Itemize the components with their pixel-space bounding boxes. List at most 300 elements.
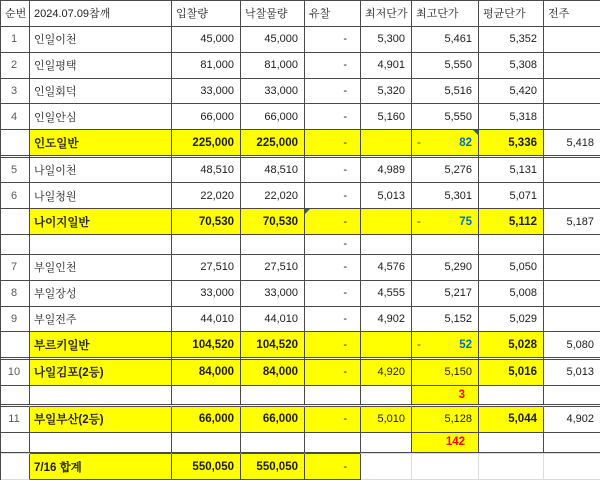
cell-value: 33,000 xyxy=(264,287,298,300)
cell-r20-c0[interactable] xyxy=(1,433,30,453)
cell-r5-c8[interactable] xyxy=(544,130,600,156)
cell-r14-c1[interactable] xyxy=(30,332,172,358)
cell-r7-c5[interactable] xyxy=(361,158,412,184)
cell-r19-c2[interactable] xyxy=(172,407,241,433)
cell-value: 9 xyxy=(10,312,18,325)
cell-r20-c6[interactable] xyxy=(412,433,479,453)
cell-value: - xyxy=(343,136,347,149)
cell-value: 66,000 xyxy=(200,110,234,123)
cell-value: 22,020 xyxy=(200,189,234,202)
sheet-body xyxy=(1,1,600,480)
cell-value: 6 xyxy=(10,189,18,202)
cell-value: - xyxy=(343,413,347,426)
cell-r1-c0[interactable] xyxy=(1,27,30,53)
cell-value: 5,418 xyxy=(566,136,594,149)
cell-value: - xyxy=(343,164,347,176)
header-cell-3[interactable] xyxy=(241,1,305,27)
header-cell-2[interactable] xyxy=(172,1,241,27)
cell-r13-c8[interactable] xyxy=(544,307,600,333)
cell-r4-c0[interactable] xyxy=(1,104,30,130)
cell-value: 5,461 xyxy=(444,33,472,46)
cell-value: 52 xyxy=(459,338,472,351)
cell-r2-c4[interactable] xyxy=(305,53,361,79)
cell-r5-c2[interactable] xyxy=(172,130,241,156)
cell-r3-c2[interactable] xyxy=(172,79,241,105)
cell-r19-c6[interactable] xyxy=(412,407,479,433)
cell-r1-c2[interactable] xyxy=(172,27,241,53)
cell-r17-c1[interactable] xyxy=(30,386,172,406)
cell-value: 5,029 xyxy=(509,312,537,325)
cell-value: 5,016 xyxy=(508,366,537,379)
cell-r12-c0[interactable] xyxy=(1,281,30,307)
cell-r10-c1[interactable] xyxy=(30,235,172,255)
cell-r10-c3[interactable] xyxy=(241,235,305,255)
cell-r17-c8[interactable] xyxy=(544,386,600,406)
cell-value: 5,352 xyxy=(509,33,537,46)
table-row xyxy=(1,79,600,105)
cell-value: 70,530 xyxy=(262,215,298,228)
cell-value: - xyxy=(343,338,347,351)
cell-value: 66,000 xyxy=(198,413,234,426)
cell-r1-c4[interactable] xyxy=(305,27,361,53)
cell-r8-c7[interactable] xyxy=(479,183,544,209)
cell-r14-c3[interactable] xyxy=(241,332,305,358)
cell-r7-c7[interactable] xyxy=(479,158,544,184)
cell-r13-c1[interactable] xyxy=(30,307,172,333)
cell-r16-c6[interactable] xyxy=(412,360,479,386)
table-row xyxy=(1,433,600,453)
cell-value: 225,000 xyxy=(192,136,234,149)
header-row xyxy=(1,1,600,27)
cell-r2-c3[interactable] xyxy=(241,53,305,79)
cell-value: 부르키일반 xyxy=(34,339,90,352)
cell-r10-c5[interactable] xyxy=(361,235,412,255)
cell-r16-c4[interactable] xyxy=(305,360,361,386)
cell-r20-c3[interactable] xyxy=(241,433,305,453)
cell-r5-c0[interactable] xyxy=(1,130,30,156)
cell-r11-c1[interactable] xyxy=(30,255,172,281)
cell-r8-c1[interactable] xyxy=(30,183,172,209)
cell-r7-c2[interactable] xyxy=(172,158,241,184)
cell-r13-c7[interactable] xyxy=(479,307,544,333)
header-cell-5[interactable] xyxy=(361,1,412,27)
cell-r22-c7[interactable] xyxy=(479,454,544,480)
cell-r10-c8[interactable] xyxy=(544,235,600,255)
cell-r3-c3[interactable] xyxy=(241,79,305,105)
cell-value: 1 xyxy=(10,33,18,46)
table-row xyxy=(1,104,600,130)
cell-r9-c1[interactable] xyxy=(30,209,172,235)
cell-r8-c8[interactable] xyxy=(544,183,600,209)
cell-value: 5,290 xyxy=(444,261,472,274)
cell-value: - xyxy=(343,366,347,379)
cell-r14-c0[interactable] xyxy=(1,332,30,358)
cell-r10-c2[interactable] xyxy=(172,235,241,255)
cell-r11-c5[interactable] xyxy=(361,255,412,281)
cell-value: - xyxy=(343,59,347,72)
cell-r14-c4[interactable] xyxy=(305,332,361,358)
cell-r1-c5[interactable] xyxy=(361,27,412,53)
cell-value: 5,152 xyxy=(444,312,472,325)
cell-value: 84,000 xyxy=(198,366,234,379)
cell-value: 부일장성 xyxy=(34,288,77,301)
cell-r4-c8[interactable] xyxy=(544,104,600,130)
cell-r10-c7[interactable] xyxy=(479,235,544,255)
table-row xyxy=(1,183,600,209)
table-row xyxy=(1,332,600,358)
cell-value: 550,050 xyxy=(192,460,234,473)
cell-value: 인일이천 xyxy=(34,34,77,47)
cell-r2-c7[interactable] xyxy=(479,53,544,79)
header-label: 최저단가 xyxy=(365,8,408,21)
cell-r2-c6[interactable] xyxy=(412,53,479,79)
cell-r9-c8[interactable] xyxy=(544,209,600,235)
cell-value: 5,080 xyxy=(566,338,594,351)
cell-r4-c5[interactable] xyxy=(361,104,412,130)
cell-r22-c8[interactable] xyxy=(544,454,600,480)
cell-value: 5,516 xyxy=(444,84,472,97)
cell-r12-c2[interactable] xyxy=(172,281,241,307)
cell-r22-c0[interactable] xyxy=(1,454,30,480)
cell-r7-c3[interactable] xyxy=(241,158,305,184)
cell-value: 44,010 xyxy=(200,312,234,325)
cell-r11-c2[interactable] xyxy=(172,255,241,281)
cell-value: 142 xyxy=(445,436,465,449)
cell-r13-c6[interactable] xyxy=(412,307,479,333)
cell-value: 5,300 xyxy=(377,33,405,46)
cell-r1-c1[interactable] xyxy=(30,27,172,53)
cell-r17-c0[interactable] xyxy=(1,386,30,406)
cell-r22-c3[interactable] xyxy=(241,454,305,480)
cell-value: 3 xyxy=(458,388,465,401)
cell-value: 45,000 xyxy=(200,33,234,46)
cell-r16-c5[interactable] xyxy=(361,360,412,386)
cell-r9-c7[interactable] xyxy=(479,209,544,235)
cell-value: 부일부산(2등) xyxy=(34,414,104,427)
cell-r5-c3[interactable] xyxy=(241,130,305,156)
cell-r22-c6[interactable] xyxy=(412,454,479,480)
cell-r4-c2[interactable] xyxy=(172,104,241,130)
cell-value: 104,520 xyxy=(192,338,234,351)
header-cell-1[interactable] xyxy=(30,1,172,27)
cell-value: 5,301 xyxy=(444,189,472,202)
cell-r11-c0[interactable] xyxy=(1,255,30,281)
cell-r9-c0[interactable] xyxy=(1,209,30,235)
cell-value: 4,989 xyxy=(377,164,405,176)
cell-value: 2 xyxy=(10,59,18,72)
cell-r5-c1[interactable] xyxy=(30,130,172,156)
cell-value: 5,187 xyxy=(566,215,594,228)
cell-r20-c2[interactable] xyxy=(172,433,241,453)
cell-r19-c5[interactable] xyxy=(361,407,412,433)
cell-value: 5,320 xyxy=(377,84,405,97)
cell-value: 45,000 xyxy=(264,33,298,46)
cell-value: 5,050 xyxy=(509,261,537,274)
cell-value: 27,510 xyxy=(200,261,234,274)
cell-value: 부일전주 xyxy=(34,313,77,326)
cell-value: 33,000 xyxy=(200,84,234,97)
cell-r5-c4[interactable] xyxy=(305,130,361,156)
header-cell-8[interactable] xyxy=(544,1,600,27)
table-row xyxy=(1,158,600,184)
cell-value: 66,000 xyxy=(262,413,298,426)
header-label: 순번 xyxy=(5,8,27,21)
cell-value: 225,000 xyxy=(256,136,298,149)
cell-r7-c1[interactable] xyxy=(30,158,172,184)
cell-r22-c5[interactable] xyxy=(361,454,412,480)
cell-r7-c6[interactable] xyxy=(412,158,479,184)
cell-value: 인일회덕 xyxy=(34,85,77,98)
cell-r20-c5[interactable] xyxy=(361,433,412,453)
cell-value: 48,510 xyxy=(200,164,234,176)
cell-value: 5,160 xyxy=(377,110,405,123)
cell-r7-c4[interactable] xyxy=(305,158,361,184)
cell-value: - xyxy=(343,238,347,251)
cell-value: 나일이천 xyxy=(34,165,77,177)
table-row xyxy=(1,235,600,255)
cell-r17-c6[interactable] xyxy=(412,386,479,406)
cell-value: 5,217 xyxy=(444,287,472,300)
cell-value: 550,050 xyxy=(256,460,298,473)
cell-value: 5,308 xyxy=(509,59,537,72)
cell-r11-c6[interactable] xyxy=(412,255,479,281)
cell-r14-c6[interactable] xyxy=(412,332,479,358)
cell-r20-c8[interactable] xyxy=(544,433,600,453)
header-label: 낙찰물량 xyxy=(245,8,288,21)
cell-value: 22,020 xyxy=(264,189,298,202)
table-row xyxy=(1,255,600,281)
cell-r8-c0[interactable] xyxy=(1,183,30,209)
cell-r12-c5[interactable] xyxy=(361,281,412,307)
cell-r12-c7[interactable] xyxy=(479,281,544,307)
cell-r17-c4[interactable] xyxy=(305,386,361,406)
cell-r3-c4[interactable] xyxy=(305,79,361,105)
cell-r3-c1[interactable] xyxy=(30,79,172,105)
cell-r22-c4[interactable] xyxy=(305,454,361,480)
cell-r20-c4[interactable] xyxy=(305,433,361,453)
cell-value: 5,550 xyxy=(444,110,472,123)
cell-r19-c8[interactable] xyxy=(544,407,600,433)
cell-value: 5,112 xyxy=(508,215,537,228)
cell-value: 11 xyxy=(8,413,20,426)
cell-r9-c5[interactable] xyxy=(361,209,412,235)
cell-r22-c1[interactable] xyxy=(30,454,172,480)
cell-r11-c8[interactable] xyxy=(544,255,600,281)
cell-r9-c2[interactable] xyxy=(172,209,241,235)
cell-r16-c8[interactable] xyxy=(544,360,600,386)
cell-value: 4,576 xyxy=(377,261,405,274)
cell-r16-c3[interactable] xyxy=(241,360,305,386)
cell-r1-c8[interactable] xyxy=(544,27,600,53)
cell-value: 44,010 xyxy=(264,312,298,325)
cell-value: - xyxy=(343,33,347,46)
cell-r12-c1[interactable] xyxy=(30,281,172,307)
cell-value: 5,013 xyxy=(566,366,594,379)
cell-value: 5 xyxy=(10,164,18,176)
cell-value: 84,000 xyxy=(262,366,298,379)
cell-r17-c2[interactable] xyxy=(172,386,241,406)
cell-r2-c1[interactable] xyxy=(30,53,172,79)
cell-r11-c3[interactable] xyxy=(241,255,305,281)
cell-r16-c0[interactable] xyxy=(1,360,30,386)
cell-value: 인도일반 xyxy=(34,137,79,150)
cell-value: 5,318 xyxy=(509,110,537,123)
cell-r16-c2[interactable] xyxy=(172,360,241,386)
cell-r13-c5[interactable] xyxy=(361,307,412,333)
cell-r8-c5[interactable] xyxy=(361,183,412,209)
cell-r11-c4[interactable] xyxy=(305,255,361,281)
table-row xyxy=(1,53,600,79)
cell-r10-c4[interactable] xyxy=(305,235,361,255)
cell-r3-c5[interactable] xyxy=(361,79,412,105)
header-label: 최고단가 xyxy=(416,8,459,21)
cell-r22-c2[interactable] xyxy=(172,454,241,480)
cell-r13-c3[interactable] xyxy=(241,307,305,333)
cell-r3-c7[interactable] xyxy=(479,79,544,105)
cell-value: - xyxy=(343,287,347,300)
cell-value: 75 xyxy=(459,215,472,228)
accounting-dash: - xyxy=(417,215,421,228)
cell-r19-c3[interactable] xyxy=(241,407,305,433)
cell-value: 81,000 xyxy=(264,59,298,72)
cell-value: 5,131 xyxy=(509,164,537,176)
cell-r14-c7[interactable] xyxy=(479,332,544,358)
cell-r4-c1[interactable] xyxy=(30,104,172,130)
cell-r13-c4[interactable] xyxy=(305,307,361,333)
cell-value: 104,520 xyxy=(256,338,298,351)
cell-r8-c2[interactable] xyxy=(172,183,241,209)
cell-r4-c6[interactable] xyxy=(412,104,479,130)
cell-r19-c7[interactable] xyxy=(479,407,544,433)
cell-r17-c5[interactable] xyxy=(361,386,412,406)
header-label: 입찰량 xyxy=(176,8,208,21)
cell-value: 81,000 xyxy=(200,59,234,72)
cell-value: 5,008 xyxy=(509,287,537,300)
cell-r16-c7[interactable] xyxy=(479,360,544,386)
cell-value: 82 xyxy=(459,136,472,149)
cell-value: 나이지일반 xyxy=(34,216,90,229)
table-row xyxy=(1,281,600,307)
cell-r4-c3[interactable] xyxy=(241,104,305,130)
cell-r17-c3[interactable] xyxy=(241,386,305,406)
cell-value: 5,550 xyxy=(444,59,472,72)
cell-r8-c6[interactable] xyxy=(412,183,479,209)
header-cell-6[interactable] xyxy=(412,1,479,27)
header-label: 평균단가 xyxy=(483,8,526,21)
header-cell-7[interactable] xyxy=(479,1,544,27)
cell-value: 4,555 xyxy=(377,287,405,300)
cell-value: 10 xyxy=(7,366,21,379)
cell-r12-c6[interactable] xyxy=(412,281,479,307)
cell-r11-c7[interactable] xyxy=(479,255,544,281)
cell-r1-c3[interactable] xyxy=(241,27,305,53)
cell-r20-c1[interactable] xyxy=(30,433,172,453)
cell-value: 5,010 xyxy=(377,413,405,426)
cell-r9-c6[interactable] xyxy=(412,209,479,235)
cell-value: 4,902 xyxy=(566,413,594,426)
cell-value: 5,420 xyxy=(509,84,537,97)
cell-r16-c1[interactable] xyxy=(30,360,172,386)
cell-value: 5,276 xyxy=(444,164,472,176)
cell-value: 5,128 xyxy=(444,413,472,426)
cell-r9-c3[interactable] xyxy=(241,209,305,235)
table-row xyxy=(1,27,600,53)
header-cell-4[interactable] xyxy=(305,1,361,27)
cell-r5-c6[interactable] xyxy=(412,130,479,156)
cell-r19-c1[interactable] xyxy=(30,407,172,433)
cell-r12-c8[interactable] xyxy=(544,281,600,307)
cell-r19-c0[interactable] xyxy=(1,407,30,433)
cell-r14-c2[interactable] xyxy=(172,332,241,358)
cell-value: - xyxy=(343,189,347,202)
cell-r1-c7[interactable] xyxy=(479,27,544,53)
accounting-dash: - xyxy=(417,136,421,149)
cell-r7-c8[interactable] xyxy=(544,158,600,184)
cell-r3-c0[interactable] xyxy=(1,79,30,105)
table-row xyxy=(1,386,600,406)
cell-value: 부일인천 xyxy=(34,262,77,275)
accounting-dash: - xyxy=(417,338,421,351)
table-row xyxy=(1,454,600,480)
cell-value: 5,028 xyxy=(508,338,537,351)
cell-r2-c8[interactable] xyxy=(544,53,600,79)
table-row xyxy=(1,360,600,386)
cell-value: - xyxy=(343,84,347,97)
cell-r8-c4[interactable] xyxy=(305,183,361,209)
table-row xyxy=(1,130,600,156)
cell-value: - xyxy=(343,460,347,473)
cell-r9-c4[interactable] xyxy=(305,209,361,235)
comment-marker-icon xyxy=(473,130,478,135)
cell-r4-c7[interactable] xyxy=(479,104,544,130)
cell-r10-c0[interactable] xyxy=(1,235,30,255)
cell-value: 5,071 xyxy=(509,189,537,202)
cell-value: - xyxy=(343,312,347,325)
cell-r13-c2[interactable] xyxy=(172,307,241,333)
cell-value: 4,902 xyxy=(377,312,405,325)
cell-r14-c5[interactable] xyxy=(361,332,412,358)
cell-value: 8 xyxy=(10,287,18,300)
cell-value: 4 xyxy=(10,110,18,123)
cell-r12-c4[interactable] xyxy=(305,281,361,307)
cell-r12-c3[interactable] xyxy=(241,281,305,307)
cell-r20-c7[interactable] xyxy=(479,433,544,453)
cell-r2-c2[interactable] xyxy=(172,53,241,79)
cell-r8-c3[interactable] xyxy=(241,183,305,209)
cell-r17-c7[interactable] xyxy=(479,386,544,406)
header-cell-0[interactable] xyxy=(1,1,30,27)
cell-r2-c5[interactable] xyxy=(361,53,412,79)
comment-marker-icon xyxy=(305,209,310,214)
cell-value: 48,510 xyxy=(264,164,298,176)
cell-r5-c7[interactable] xyxy=(479,130,544,156)
cell-r5-c5[interactable] xyxy=(361,130,412,156)
cell-r4-c4[interactable] xyxy=(305,104,361,130)
cell-value: 33,000 xyxy=(200,287,234,300)
cell-r3-c8[interactable] xyxy=(544,79,600,105)
cell-r14-c8[interactable] xyxy=(544,332,600,358)
cell-value: 5,150 xyxy=(444,366,472,379)
cell-value: 33,000 xyxy=(264,84,298,97)
cell-r3-c6[interactable] xyxy=(412,79,479,105)
cell-r7-c0[interactable] xyxy=(1,158,30,184)
cell-value: - xyxy=(343,110,347,123)
cell-r13-c0[interactable] xyxy=(1,307,30,333)
cell-r1-c6[interactable] xyxy=(412,27,479,53)
cell-r10-c6[interactable] xyxy=(412,235,479,255)
cell-r19-c4[interactable] xyxy=(305,407,361,433)
cell-r2-c0[interactable] xyxy=(1,53,30,79)
